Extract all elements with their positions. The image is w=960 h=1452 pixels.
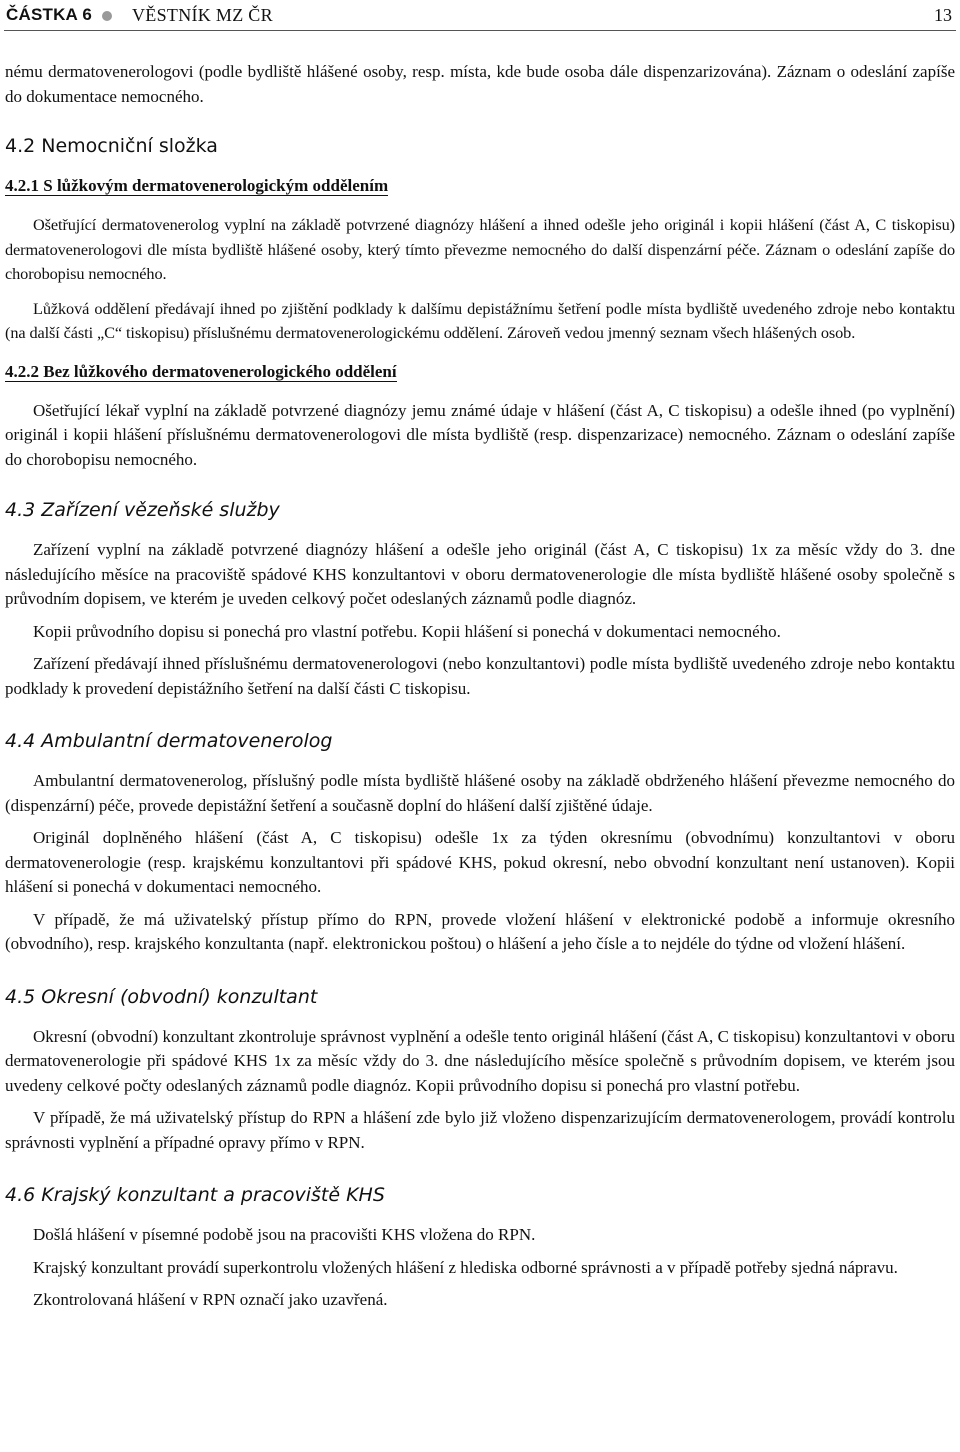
page-number: 13 — [934, 5, 952, 25]
header-journal-title: VĚSTNÍK MZ ČR — [132, 5, 273, 25]
subsection-title-4-2-1: 4.2.1 S lůžkovým dermatovenerologickým oddělením — [5, 176, 389, 195]
paragraph-4-5-a: Okresní (obvodní) konzultant zkontroluje správnost vyplnění a odešle tento originál hlášení (část A, C tiskopisu) konzultantovi v oboru dermatovenerologie při spádové KHS 1x za měsíc vždy do 3. dne následujícího měsíce společně s průvodním dopisem, ve kterém jsou uvedeny celkové počty odeslaných záznamů podle diagnóz. Kopii průvodního dopisu si ponechá pro vlastní potřebu. — [5, 1026, 955, 1095]
document-body — [5, 60, 955, 1313]
section-heading-4-6: 4.6 Krajský konzultant a pracoviště KHS — [5, 1184, 385, 1206]
paragraph-4-4-a: Ambulantní dermatovenerolog, příslušný podle místa bydliště hlášené osoby na základě obdrženého hlášení převezme nemocného do (dispenzární) péče, provede depistážní šetření a současně doplní do hlášení další zjištěné údaje. — [5, 771, 955, 815]
bullet-dot-icon — [102, 11, 112, 21]
paragraph-4-2-1-b: Lůžková oddělení předávají ihned po zjištění podklady k dalšímu depistážnímu šetření podle místa bydliště uvedeného zdroje nebo kontaktu (na další části „C“ tiskopisu) příslušnému dermatovenerologickému oddělení. Zároveň vedou jmenný seznam všech hlášených osob. — [5, 298, 955, 342]
section-heading-4-3: 4.3 Zařízení vězeňské služby — [5, 499, 280, 521]
paragraph-4-2-1-a: Ošetřující dermatovenerolog vyplní na základě potvrzené diagnózy hlášení a ihned odešle jeho originál i kopii hlášení (část A, C tiskopisu) dermatovenerologovi dle místa bydliště hlášené osoby, který tímto převezme nemocného do další dispenzární péče. Záznam o odeslání zapíše do chorobopisu nemocného. — [5, 215, 955, 283]
subsection-heading-4-2-1 — [5, 174, 955, 198]
header-rule — [4, 30, 956, 31]
paragraph-4-3-b: Kopii průvodního dopisu si ponechá pro vlastní potřebu. Kopii hlášení si ponechá v dokumentaci nemocného. — [33, 621, 781, 641]
section-heading-4-2: 4.2 Nemocniční složka — [5, 135, 218, 157]
subsection-heading-4-2-2 — [5, 360, 955, 384]
section-heading-4-4: 4.4 Ambulantní dermatovenerolog — [5, 730, 333, 752]
paragraph-4-4-c: V případě, že má uživatelský přístup přímo do RPN, provede vložení hlášení v elektronické podobě a informuje okresního (obvodního), resp. krajského konzultanta (např. elektronickou poštou) o hlášení a jeho čísle a to nejdéle do týdne od vložení hlášení. — [5, 909, 955, 953]
page-header — [4, 2, 956, 28]
paragraph-4-3-a: Zařízení vyplní na základě potvrzené diagnózy hlášení a odešle jeho originál (část A, C tiskopisu) 1x za měsíc vždy do 3. dne následujícího měsíce na pracoviště spádové KHS konzultantovi v oboru dermatovenerologie dle místa bydliště hlášené osoby společně s průvodním dopisem, ve kterém je uveden celkový počet odeslaných záznamů podle diagnóz. — [5, 540, 955, 608]
paragraph-4-2-2-a: Ošetřující lékař vyplní na základě potvrzené diagnózy jemu známé údaje v hlášení (část A, C tiskopisu) a odešle ihned (po vyplnění) originál i kopii hlášení příslušnému dermatovenerologovi dle místa bydliště (resp. dispenzarizace) nemocného. Záznam o odeslání zapíše do chorobopisu nemocného. — [5, 400, 955, 469]
section-heading-4-5: 4.5 Okresní (obvodní) konzultant — [5, 985, 318, 1008]
paragraph-4-6-a: Došlá hlášení v písemné podobě jsou na pracovišti KHS vložena do RPN. — [33, 1225, 536, 1244]
paragraph-4-6-b: Krajský konzultant provádí superkontrolu vložených hlášení z hlediska odborné správnosti a v případě potřeby sjedná nápravu. — [33, 1257, 898, 1277]
paragraph-4-5-b: V případě, že má uživatelský přístup do RPN a hlášení zde bylo již vloženo dispenzarizujícím dermatovenerologem, provádí kontrolu správnosti vyplnění a případné opravy přímo v RPN. — [5, 1108, 955, 1152]
paragraph-4-3-c: Zařízení předávají ihned příslušnému dermatovenerologovi (nebo konzultantovi) podle místa bydliště uvedeného zdroje nebo kontaktu podklady k provedení depistážního šetření na další části C tiskopisu. — [5, 654, 955, 698]
paragraph-4-4-b: Originál doplněného hlášení (část A, C tiskopisu) odešle 1x za týden okresnímu (obvodnímu) konzultantovi v oboru dermatovenerologie (resp. krajskému konzultantovi při spádové KHS, pokud okresní, nebo obvodní konzultant není ustanoven). Kopii hlášení si ponechá v dokumentaci nemocného. — [5, 828, 955, 896]
subsection-title-4-2-2: 4.2.2 Bez lůžkového dermatovenerologického oddělení — [5, 361, 397, 381]
header-section-label: ČÁSTKA 6 — [6, 5, 92, 24]
paragraph-4-6-c: Zkontrolovaná hlášení v RPN označí jako uzavřená. — [33, 1290, 388, 1309]
intro-paragraph: nému dermatovenerologovi (podle bydliště hlášené osoby, resp. místa, kde bude osoba dále dispenzarizována). Záznam o odeslání zapíše do dokumentace nemocného. — [5, 62, 955, 106]
